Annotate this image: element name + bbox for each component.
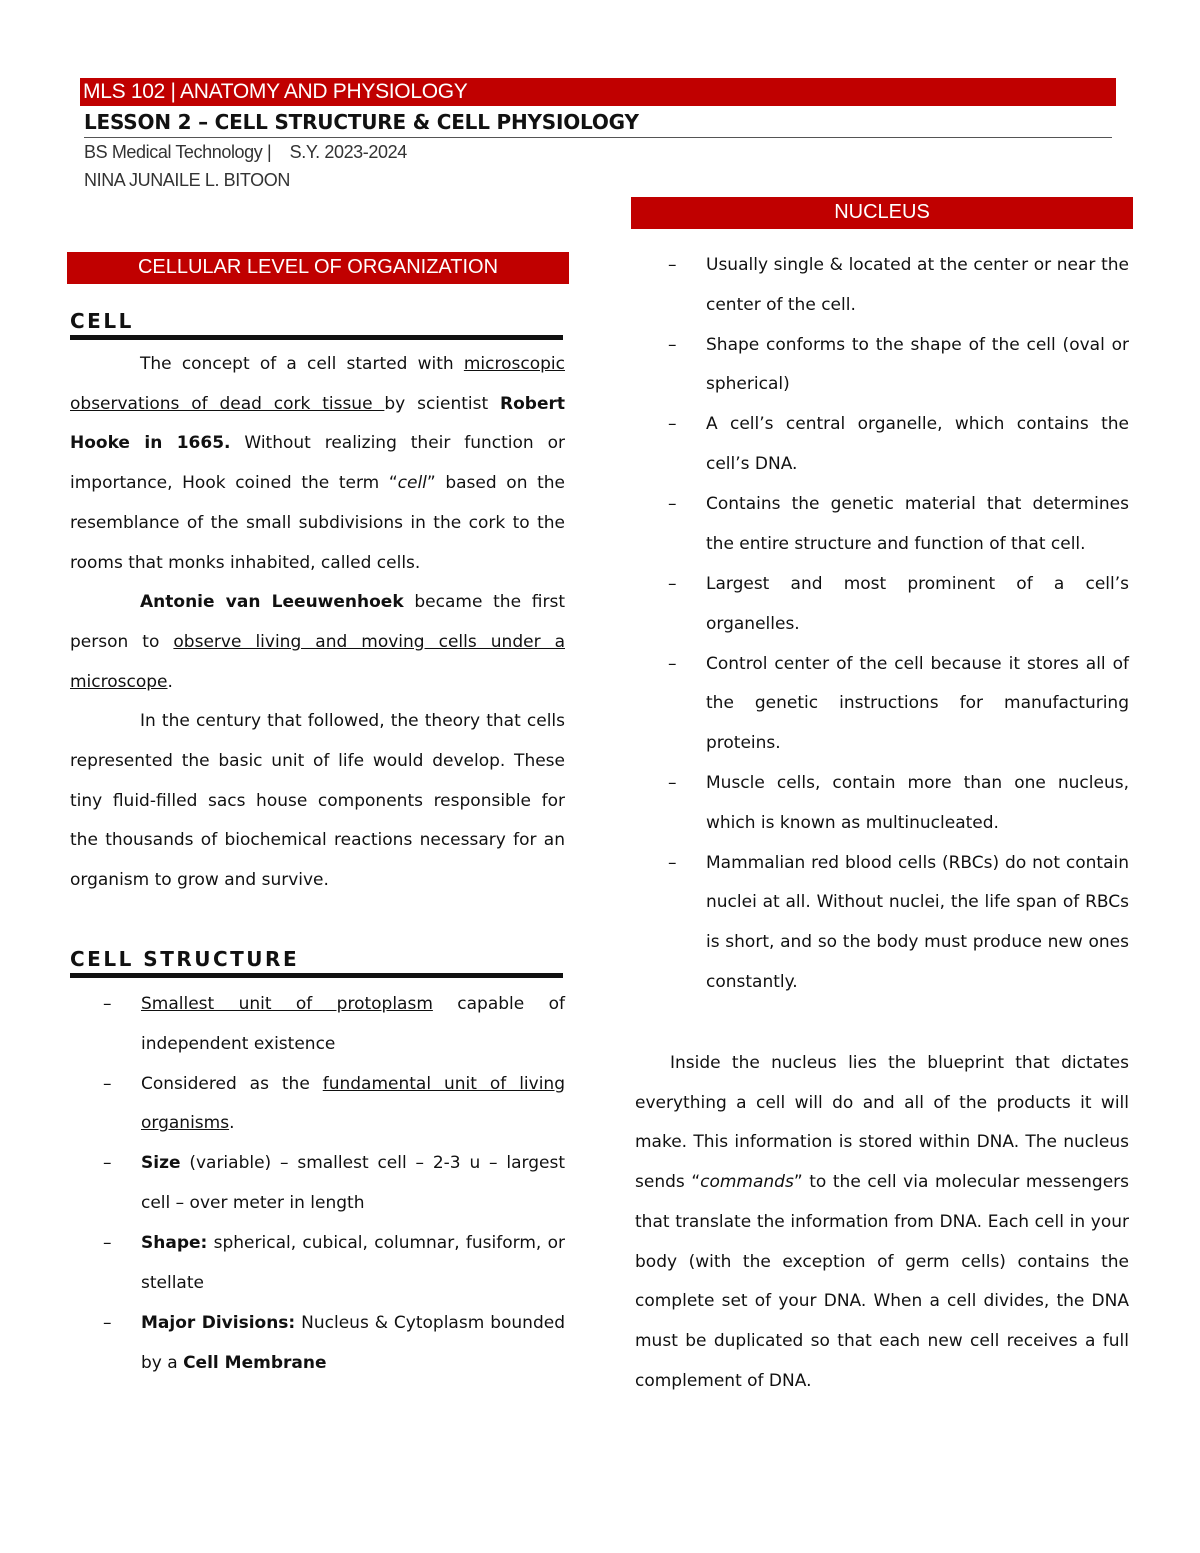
underlined-text: Smallest unit of protoplasm — [141, 994, 433, 1014]
list-item: – A cell’s central organelle, which contains the cell’s DNA. — [635, 405, 1129, 484]
list-item — [70, 1304, 565, 1383]
bold-text: Antonie van Leeuwenhoek — [140, 592, 404, 613]
text-run: . — [229, 1113, 235, 1134]
cell-paragraph-3: In the century that followed, the theory that cells represented the basic unit of life would develop. These tiny fluid-filled sacs house components responsible for the thousands of biochemical reactions necessary for an organism to grow and survive. — [70, 711, 565, 891]
nucleus-paragraph-wrap — [635, 1044, 1129, 1401]
text-run: ” to the cell via molecular messengers that translate the information from DNA. Each cell in your body (with the exception of germ cells) contains the complete set of your DNA. When a cell divides, the DNA must be duplicated so that each new cell receives a full complement of DNA. — [635, 1172, 1129, 1391]
text-run: ” based on the resemblance of the small subdivisions in the cork to the rooms that monks inhabited, called cells. — [70, 473, 565, 573]
bold-text: Shape: — [141, 1233, 208, 1254]
underlined-text: observe living and moving cells under a microscope — [70, 631, 565, 692]
bold-text: Robert Hooke in 1665. — [70, 393, 565, 454]
list-item: – Control center of the cell because it stores all of the genetic instructions for manufacturing proteins. — [635, 645, 1129, 764]
bold-text: Size — [141, 1153, 181, 1174]
underlined-text: fundamental unit of living organisms — [141, 1073, 565, 1134]
text-run: Without realizing their function or importance, Hook coined the term “ — [70, 433, 565, 494]
text-run: The concept of a cell started with — [140, 354, 464, 374]
text-run: (variable) – smallest cell – 2-3 u – largest cell – over meter in length — [141, 1153, 565, 1214]
list-item: – Usually single & located at the center or near the center of the cell. — [635, 246, 1129, 325]
text-run: Nucleus & Cytoplasm bounded by a — [141, 1312, 565, 1373]
bold-text: Major Divisions: — [141, 1312, 296, 1333]
program-line: BS Medical Technology | S.Y. 2023-2024 — [84, 142, 407, 162]
section-heading-cellular-level: CELLULAR LEVEL OF ORGANIZATION — [67, 252, 569, 284]
course-title-bar: MLS 102 | ANATOMY AND PHYSIOLOGY — [80, 78, 1116, 106]
bold-text: Cell Membrane — [183, 1352, 327, 1373]
list-item — [70, 1065, 565, 1144]
cell-structure-list-wrap — [70, 985, 565, 1384]
list-item: – Muscle cells, contain more than one nucleus, which is known as multinucleated. — [635, 764, 1129, 843]
text-run: . — [167, 671, 173, 692]
nucleus-paragraph — [635, 1044, 1129, 1401]
list-item — [70, 1224, 565, 1303]
list-item: – Largest and most prominent of a cell’s organelles. — [635, 565, 1129, 644]
text-run: capable of independent existence — [141, 994, 565, 1054]
italic-text: cell — [397, 473, 427, 494]
nucleus-list-wrap — [635, 246, 1129, 1003]
italic-text: commands — [700, 1172, 794, 1193]
underlined-text: microscopic observations of dead cork tissue — [70, 354, 565, 414]
list-item: – Mammalian red blood cells (RBCs) do not contain nuclei at all. Without nuclei, the life span of RBCs is short, and so the body must produce new ones constantly. — [635, 844, 1129, 1003]
text-run: Considered as the — [141, 1073, 323, 1094]
text-run: Inside the nucleus lies the blueprint that dictates everything a cell will do and all of the products it will make. This information is stored within DNA. The nucleus sends “ — [635, 1053, 1129, 1193]
cell-structure-heading: CELL STRUCTURE — [70, 947, 563, 978]
text-run: by scientist — [384, 393, 501, 414]
author-name: NINA JUNAILE L. BITOON — [84, 170, 290, 190]
list-item: – Contains the genetic material that determines the entire structure and function of that cell. — [635, 485, 1129, 564]
cell-heading: CELL — [70, 309, 563, 340]
list-item: – Shape conforms to the shape of the cell (oval or spherical) — [635, 326, 1129, 405]
lesson-title: LESSON 2 – CELL STRUCTURE & CELL PHYSIOLOGY — [84, 110, 1112, 138]
text-run: became the first person to — [70, 592, 565, 652]
text-run: spherical, cubical, columnar, fusiform, or stellate — [141, 1233, 565, 1293]
list-item — [70, 1144, 565, 1223]
nucleus-list — [0, 246, 1129, 1002]
section-heading-nucleus: NUCLEUS — [631, 197, 1133, 229]
cell-structure-list — [70, 985, 565, 1383]
